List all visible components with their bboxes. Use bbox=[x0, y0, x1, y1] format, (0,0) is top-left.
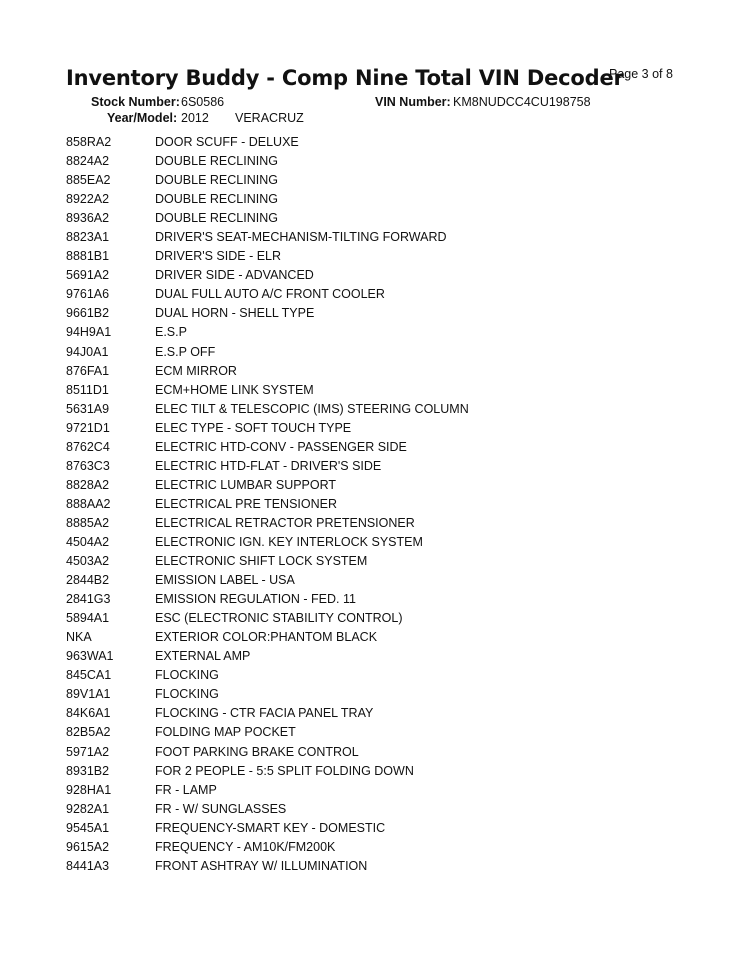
option-description: ELECTRIC HTD-FLAT - DRIVER'S SIDE bbox=[155, 458, 382, 473]
option-code: 9615A2 bbox=[66, 839, 110, 854]
list-item bbox=[66, 647, 666, 666]
option-description: DOOR SCUFF - DELUXE bbox=[155, 135, 299, 149]
option-code: 8936A2 bbox=[66, 211, 110, 226]
option-description: FRONT ASHTRAY W/ ILLUMINATION bbox=[155, 858, 368, 873]
option-description: DRIVER'S SIDE - ELR bbox=[155, 249, 282, 264]
model-year: 2012 bbox=[181, 111, 209, 125]
list-item bbox=[66, 438, 666, 457]
list-item bbox=[66, 552, 666, 571]
option-description: ELECTRICAL PRE TENSIONER bbox=[155, 496, 337, 511]
list-item bbox=[66, 800, 666, 819]
option-code: 876FA1 bbox=[66, 363, 110, 378]
option-code: 94H9A1 bbox=[66, 325, 112, 340]
option-description: DOUBLE RECLINING bbox=[155, 211, 278, 226]
option-description: FR - LAMP bbox=[155, 782, 217, 797]
list-item bbox=[66, 628, 666, 647]
option-code: 89V1A1 bbox=[66, 687, 111, 702]
option-code: 9545A1 bbox=[66, 820, 110, 835]
option-code: 8881B1 bbox=[66, 249, 110, 264]
option-description: ELECTRICAL RETRACTOR PRETENSIONER bbox=[155, 515, 415, 530]
option-description: ECM MIRROR bbox=[155, 363, 237, 378]
option-code: 8824A2 bbox=[66, 154, 110, 169]
list-item bbox=[66, 781, 666, 800]
option-code: 84K6A1 bbox=[66, 706, 111, 721]
list-item bbox=[66, 247, 666, 266]
list-item bbox=[66, 571, 666, 590]
option-description: DOUBLE RECLINING bbox=[155, 154, 278, 169]
year-model-label bbox=[107, 111, 177, 125]
list-item bbox=[66, 666, 666, 685]
option-code: 928HA1 bbox=[66, 782, 112, 797]
option-code: 8441A3 bbox=[66, 858, 110, 873]
stock-number-value: 6S0586 bbox=[181, 95, 225, 109]
year-model-label-text: Year/Model: bbox=[107, 111, 178, 125]
list-item bbox=[66, 304, 666, 323]
list-item bbox=[66, 152, 666, 171]
list-item bbox=[66, 704, 666, 723]
option-code: 2844B2 bbox=[66, 573, 110, 588]
option-description: DOUBLE RECLINING bbox=[155, 173, 278, 188]
option-code-list bbox=[66, 133, 666, 876]
option-code: 9721D1 bbox=[66, 420, 110, 435]
option-code: 5894A1 bbox=[66, 611, 110, 626]
list-item bbox=[66, 857, 666, 876]
option-code: 888AA2 bbox=[66, 496, 111, 511]
option-code: 4503A2 bbox=[66, 554, 110, 569]
option-description: EXTERNAL AMP bbox=[155, 649, 251, 664]
option-description: FREQUENCY-SMART KEY - DOMESTIC bbox=[155, 820, 386, 835]
option-code: 8931B2 bbox=[66, 763, 110, 778]
option-description: DUAL HORN - SHELL TYPE bbox=[155, 306, 315, 321]
page-number: Page 3 of 8 bbox=[609, 67, 673, 81]
option-description: E.S.P bbox=[155, 325, 187, 340]
option-code: NKA bbox=[66, 630, 92, 645]
option-description: FLOCKING bbox=[155, 687, 219, 702]
list-item bbox=[66, 476, 666, 495]
option-description: ELECTRIC LUMBAR SUPPORT bbox=[155, 477, 337, 492]
list-item bbox=[66, 133, 666, 152]
list-item bbox=[66, 266, 666, 285]
list-item bbox=[66, 285, 666, 304]
list-item bbox=[66, 343, 666, 362]
option-code: 8828A2 bbox=[66, 477, 110, 492]
option-code: 8763C3 bbox=[66, 458, 110, 473]
option-code: 2841G3 bbox=[66, 592, 111, 607]
option-code: 5971A2 bbox=[66, 744, 110, 759]
list-item bbox=[66, 171, 666, 190]
option-code: 8762C4 bbox=[66, 439, 110, 454]
option-code: 82B5A2 bbox=[66, 725, 111, 740]
option-description: EMISSION REGULATION - FED. 11 bbox=[155, 592, 356, 607]
list-item bbox=[66, 609, 666, 628]
list-item bbox=[66, 685, 666, 704]
option-code: 8823A1 bbox=[66, 230, 110, 245]
list-item bbox=[66, 514, 666, 533]
list-item bbox=[66, 190, 666, 209]
list-item bbox=[66, 209, 666, 228]
option-code: 963WA1 bbox=[66, 649, 114, 664]
option-description: FREQUENCY - AM10K/FM200K bbox=[155, 839, 336, 854]
option-description: ELEC TILT & TELESCOPIC (IMS) STEERING COLUMN bbox=[155, 401, 469, 416]
option-code: 94J0A1 bbox=[66, 344, 109, 359]
vin-number-label bbox=[375, 95, 451, 109]
list-item bbox=[66, 762, 666, 781]
option-code: 9282A1 bbox=[66, 801, 110, 816]
list-item bbox=[66, 400, 666, 419]
option-description: DRIVER SIDE - ADVANCED bbox=[155, 268, 314, 283]
document-title: Inventory Buddy - Comp Nine Total VIN Decoder bbox=[66, 66, 624, 90]
option-description: DRIVER'S SEAT-MECHANISM-TILTING FORWARD bbox=[155, 230, 447, 245]
option-code: 5631A9 bbox=[66, 401, 110, 416]
list-item bbox=[66, 362, 666, 381]
list-item bbox=[66, 838, 666, 857]
list-item bbox=[66, 457, 666, 476]
option-description: FOR 2 PEOPLE - 5:5 SPLIT FOLDING DOWN bbox=[155, 763, 414, 778]
option-description: FOLDING MAP POCKET bbox=[155, 725, 296, 740]
option-description: ESC (ELECTRONIC STABILITY CONTROL) bbox=[155, 611, 403, 626]
option-description: ELECTRONIC IGN. KEY INTERLOCK SYSTEM bbox=[155, 534, 423, 549]
option-description: ECM+HOME LINK SYSTEM bbox=[155, 382, 314, 397]
option-description: DOUBLE RECLINING bbox=[155, 192, 278, 207]
list-item bbox=[66, 228, 666, 247]
option-code: 4504A2 bbox=[66, 534, 110, 549]
option-code: 8922A2 bbox=[66, 192, 110, 207]
list-item bbox=[66, 381, 666, 400]
list-item bbox=[66, 419, 666, 438]
option-description: FLOCKING - CTR FACIA PANEL TRAY bbox=[155, 706, 374, 721]
option-description: EMISSION LABEL - USA bbox=[155, 573, 295, 588]
option-description: FR - W/ SUNGLASSES bbox=[155, 801, 287, 816]
list-item bbox=[66, 323, 666, 342]
option-description: ELEC TYPE - SOFT TOUCH TYPE bbox=[155, 420, 352, 435]
option-description: FOOT PARKING BRAKE CONTROL bbox=[155, 744, 359, 759]
stock-number-label bbox=[91, 95, 180, 109]
list-item bbox=[66, 819, 666, 838]
list-item bbox=[66, 533, 666, 552]
vin-number-label-text: VIN Number: bbox=[375, 95, 451, 109]
option-description: ELECTRIC HTD-CONV - PASSENGER SIDE bbox=[155, 439, 407, 454]
model-name: VERACRUZ bbox=[235, 111, 304, 125]
stock-number-label-text: Stock Number: bbox=[91, 95, 180, 109]
list-item bbox=[66, 723, 666, 742]
option-code: 9761A6 bbox=[66, 287, 110, 302]
list-item bbox=[66, 590, 666, 609]
vin-number-value: KM8NUDCC4CU198758 bbox=[453, 95, 591, 109]
option-code: 845CA1 bbox=[66, 668, 112, 683]
option-code: 8511D1 bbox=[66, 382, 109, 397]
list-item bbox=[66, 743, 666, 762]
option-description: E.S.P OFF bbox=[155, 344, 216, 359]
option-description: EXTERIOR COLOR:PHANTOM BLACK bbox=[155, 630, 378, 645]
option-description: FLOCKING bbox=[155, 668, 219, 683]
option-code: 9661B2 bbox=[66, 306, 110, 321]
option-code: 8885A2 bbox=[66, 515, 110, 530]
option-code: 5691A2 bbox=[66, 268, 110, 283]
option-code: 885EA2 bbox=[66, 173, 111, 188]
list-item bbox=[66, 495, 666, 514]
option-description: ELECTRONIC SHIFT LOCK SYSTEM bbox=[155, 554, 368, 569]
option-description: DUAL FULL AUTO A/C FRONT COOLER bbox=[155, 287, 385, 302]
option-code: 858RA2 bbox=[66, 135, 112, 149]
